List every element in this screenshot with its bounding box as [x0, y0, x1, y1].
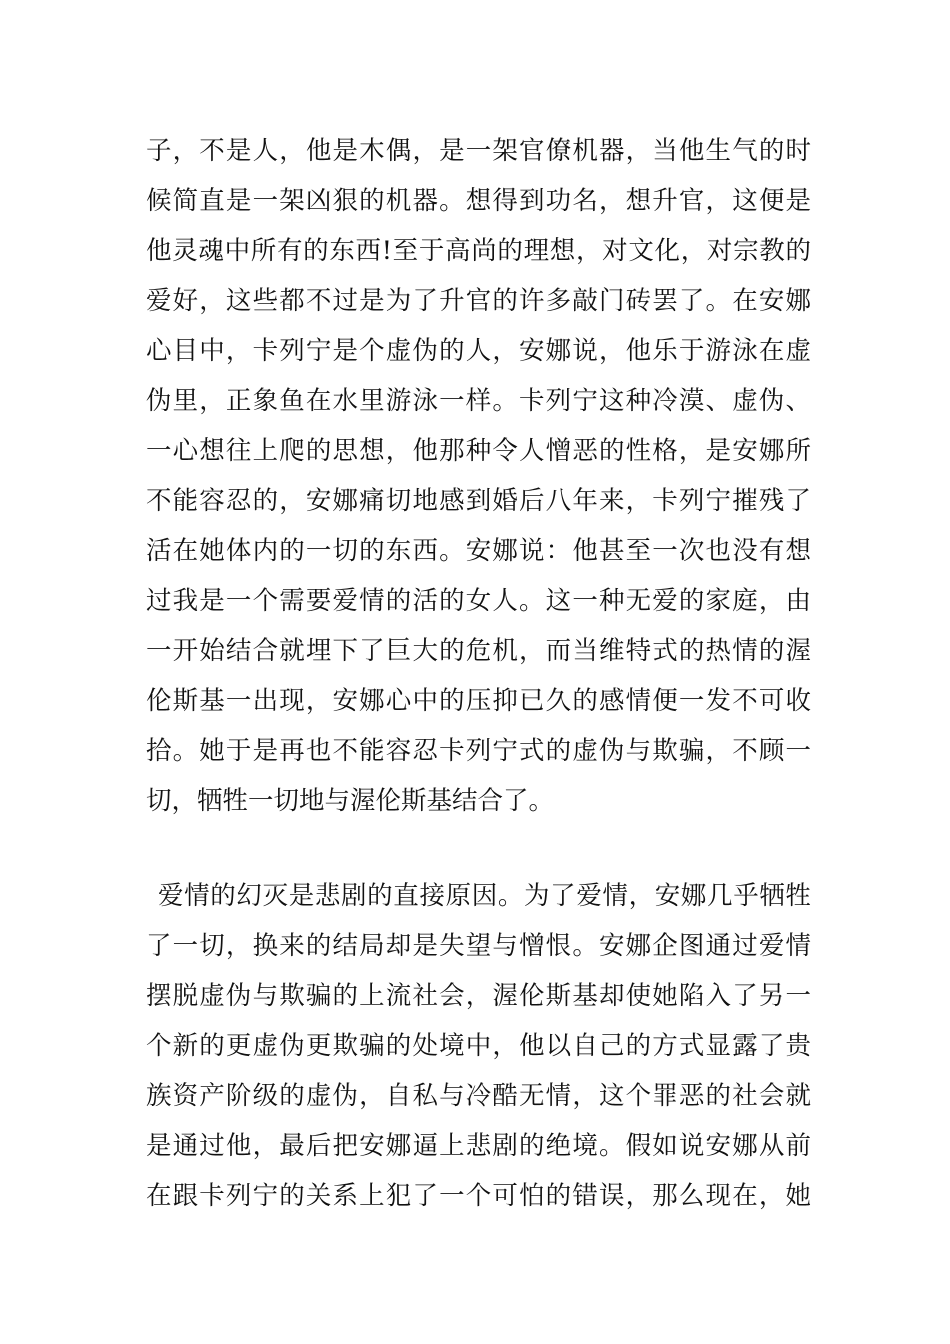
- text-line: 拾。她于是再也不能容忍卡列宁式的虚伪与欺骗，不顾一: [146, 736, 811, 766]
- text-line: 个新的更虚伪更欺骗的处境中，他以自己的方式显露了贵: [146, 1031, 811, 1061]
- text-line: 在跟卡列宁的关系上犯了一个可怕的错误，那么现在，她: [146, 1181, 811, 1211]
- text-line: 心目中，卡列宁是个虚伪的人，安娜说，他乐于游泳在虚: [146, 336, 811, 366]
- text-line: 切，牺牲一切地与渥伦斯基结合了。: [146, 786, 555, 816]
- paragraph-1: [146, 126, 811, 826]
- text-line: 他灵魂中所有的东西!至于高尚的理想，对文化，对宗教的: [146, 236, 811, 266]
- text-line: 伪里，正象鱼在水里游泳一样。卡列宁这种冷漠、虚伪、: [146, 386, 811, 416]
- text-line: 爱情的幻灭是悲剧的直接原因。为了爱情，安娜几乎牺牲: [158, 881, 811, 911]
- paragraph-2: [146, 871, 811, 1221]
- text-line: 候简直是一架凶狠的机器。想得到功名，想升官，这便是: [146, 186, 811, 216]
- text-line: 不能容忍的，安娜痛切地感到婚后八年来，卡列宁摧残了: [146, 486, 811, 516]
- text-line: 活在她体内的一切的东西。安娜说：他甚至一次也没有想: [146, 536, 811, 566]
- text-line: 爱好，这些都不过是为了升官的许多敲门砖罢了。在安娜: [146, 286, 811, 316]
- text-line: 子，不是人，他是木偶，是一架官僚机器，当他生气的时: [146, 136, 811, 166]
- text-line: 了一切，换来的结局却是失望与憎恨。安娜企图通过爱情: [146, 931, 811, 961]
- text-line: 一开始结合就埋下了巨大的危机，而当维特式的热情的渥: [146, 636, 811, 666]
- text-line: 摆脱虚伪与欺骗的上流社会，渥伦斯基却使她陷入了另一: [146, 981, 811, 1011]
- text-line: 过我是一个需要爱情的活的女人。这一种无爱的家庭，由: [146, 586, 811, 616]
- text-line: 是通过他，最后把安娜逼上悲剧的绝境。假如说安娜从前: [146, 1131, 811, 1161]
- text-line: 伦斯基一出现，安娜心中的压抑已久的感情便一发不可收: [146, 686, 811, 716]
- text-line: 族资产阶级的虚伪，自私与冷酷无情，这个罪恶的社会就: [146, 1081, 811, 1111]
- text-line: 一心想往上爬的思想，他那种令人憎恶的性格，是安娜所: [146, 436, 811, 466]
